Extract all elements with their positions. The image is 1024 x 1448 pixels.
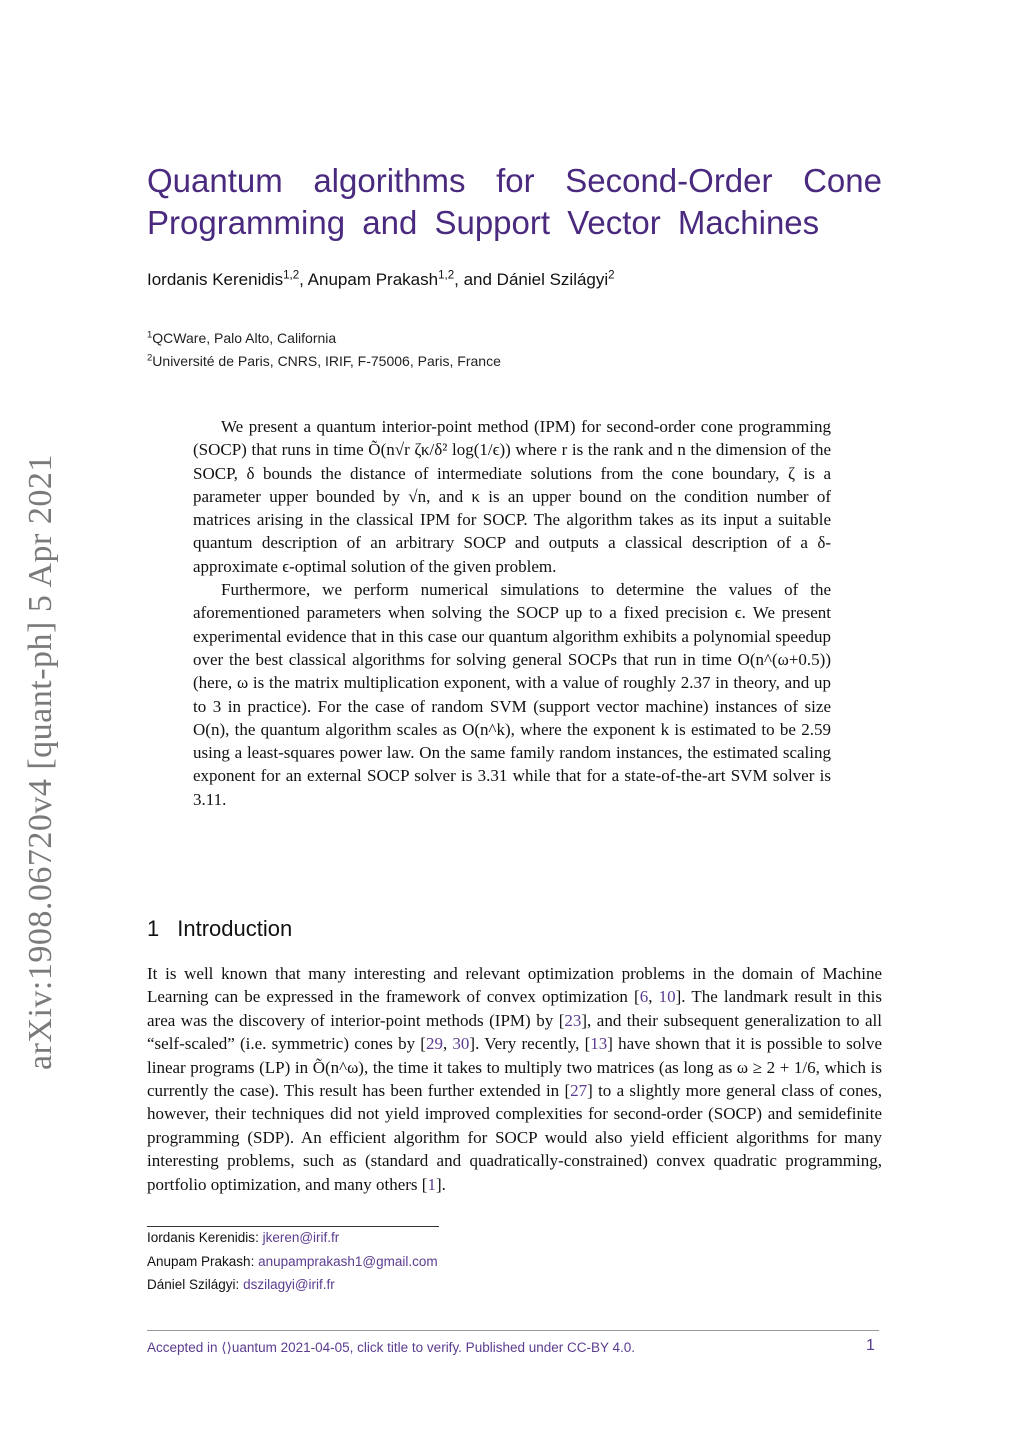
footnote-author-email: Iordanis Kerenidis: jkeren@irif.fr: [147, 1230, 340, 1245]
affiliation-text: QCWare, Palo Alto, California: [152, 330, 337, 346]
author-affil-mark: 1,2: [438, 269, 455, 282]
author-affil-mark: 2: [608, 269, 615, 282]
intro-text: ] have shown that it is possible to solve linear programs (LP) in Õ(n^ω), the time it takes to multiply two matrices (as long as ω ≥ 2 + 1/6, which is currently the case). This result has been further extended in [: [147, 1034, 883, 1101]
footnote-author-email: Anupam Prakash: anupamprakash1@gmail.com: [147, 1254, 438, 1269]
section-title: Introduction: [177, 916, 293, 941]
section-number: 1: [147, 916, 160, 941]
email-link[interactable]: dszilagyi@irif.fr: [243, 1277, 335, 1292]
intro-text: ] to a slightly more general class of cones, however, their techniques did not yield improved complexities for second-order (SOCP) and semidefinite programming (SDP). An efficient algorithm for SOCP would also yield efficient algorithms for many interesting problems, such as (standard and quadratically-constrained) convex quadratic programming, portfolio optimization, and many others [: [147, 1081, 882, 1194]
author-name: Dániel Szilágyi: [496, 270, 609, 289]
footnote-rule: [147, 1226, 439, 1227]
footnote-author: Anupam Prakash: [147, 1254, 251, 1269]
citation-link[interactable]: 29: [425, 1034, 443, 1054]
intro-text: ], and their subsequent generalization to all “self-scaled” (i.e. symmetric) cones by [: [147, 1010, 882, 1054]
author-separator: , and: [454, 270, 497, 289]
arxiv-stamp: arXiv:1908.06720v4 [quant-ph] 5 Apr 2021: [22, 454, 59, 1070]
email-link[interactable]: anupamprakash1@gmail.com: [258, 1254, 438, 1269]
citation-link[interactable]: 13: [590, 1034, 608, 1054]
citation-link[interactable]: 30: [452, 1034, 470, 1054]
affiliation: [147, 353, 501, 369]
affiliation-mark: 2: [147, 352, 153, 364]
citation-link[interactable]: 6: [639, 987, 649, 1007]
affiliation: [147, 330, 336, 346]
intro-text: It is well known that many interesting and relevant optimization problems in the domain of Machine Learning can be expressed in the framework of convex optimization [: [147, 964, 882, 1007]
author-list: [147, 270, 615, 290]
page-number: 1: [866, 1337, 875, 1354]
citation-link[interactable]: 27: [570, 1081, 588, 1101]
intro-text: ]. Very recently, [: [469, 1034, 591, 1054]
author-name: Iordanis Kerenidis: [147, 270, 284, 289]
intro-paragraph: [147, 962, 882, 1196]
intro-text: ].: [435, 1174, 446, 1194]
section-heading: [147, 916, 292, 942]
author-name: Anupam Prakash: [307, 270, 439, 289]
citation-link[interactable]: 10: [658, 987, 676, 1007]
abstract-paragraph: We present a quantum interior-point method (IPM) for second-order cone programming (SOCP) that runs in time Õ(n√r ζκ/δ² log(1/ϵ)) where r is the rank and n the dimension of the SOCP, δ bounds the distance of intermediate solutions from the cone boundary, ζ is a parameter upper bounded by √n, and κ is an upper bound on the condition number of matrices arising in the classical IPM for SOCP. The algorithm takes as its input a suitable quantum description of an arbitrary SOCP and outputs a classical description of a δ-approximate ϵ-optimal solution of the given problem.: [193, 417, 831, 576]
intro-text: ,: [648, 987, 659, 1007]
abstract-paragraph: Furthermore, we perform numerical simulations to determine the values of the aforementioned parameters when solving the SOCP up to a fixed precision ϵ. We present experimental evidence that in this case our quantum algorithm exhibits a polynomial speedup over the best classical algorithms for solving general SOCPs that run in time O(n^(ω+0.5)) (here, ω is the matrix multiplication exponent, with a value of roughly 2.37 in theory, and up to 3 in practice). For the case of random SVM (support vector machine) instances of size O(n), the quantum algorithm scales as O(n^k), where the exponent k is estimated to be 2.59 using a least-squares power law. On the same family random instances, the estimated scaling exponent for an external SOCP solver is 3.31 while that for a state-of-the-art SVM solver is 3.11.: [193, 580, 831, 809]
affiliation-text: Université de Paris, CNRS, IRIF, F-75006, Paris, France: [152, 353, 501, 369]
affiliation-mark: 1: [147, 329, 153, 341]
footer-notice[interactable]: Accepted in ⟨⟩uantum 2021-04-05, click title to verify. Published under CC-BY 4.0.: [147, 1340, 636, 1355]
intro-text: ]. The landmark result in this area was the discovery of interior-point methods (IPM) by [: [147, 987, 883, 1030]
paper-title[interactable]: Quantum algorithms for Second-Order Cone Programming and Support Vector Machines: [147, 162, 882, 241]
intro-text: ,: [442, 1034, 453, 1054]
author-separator: ,: [299, 270, 308, 289]
footnote-author-email: Dániel Szilágyi: dszilagyi@irif.fr: [147, 1277, 335, 1292]
footnote-author: Dániel Szilágyi: [147, 1277, 236, 1292]
citation-link[interactable]: 23: [564, 1010, 582, 1030]
email-link[interactable]: jkeren@irif.fr: [262, 1230, 340, 1245]
citation-link[interactable]: 1: [427, 1174, 436, 1194]
footnote-author: Iordanis Kerenidis: [147, 1230, 256, 1245]
footer-rule: [147, 1330, 879, 1331]
abstract: [193, 415, 831, 811]
author-affil-mark: 1,2: [283, 269, 300, 282]
